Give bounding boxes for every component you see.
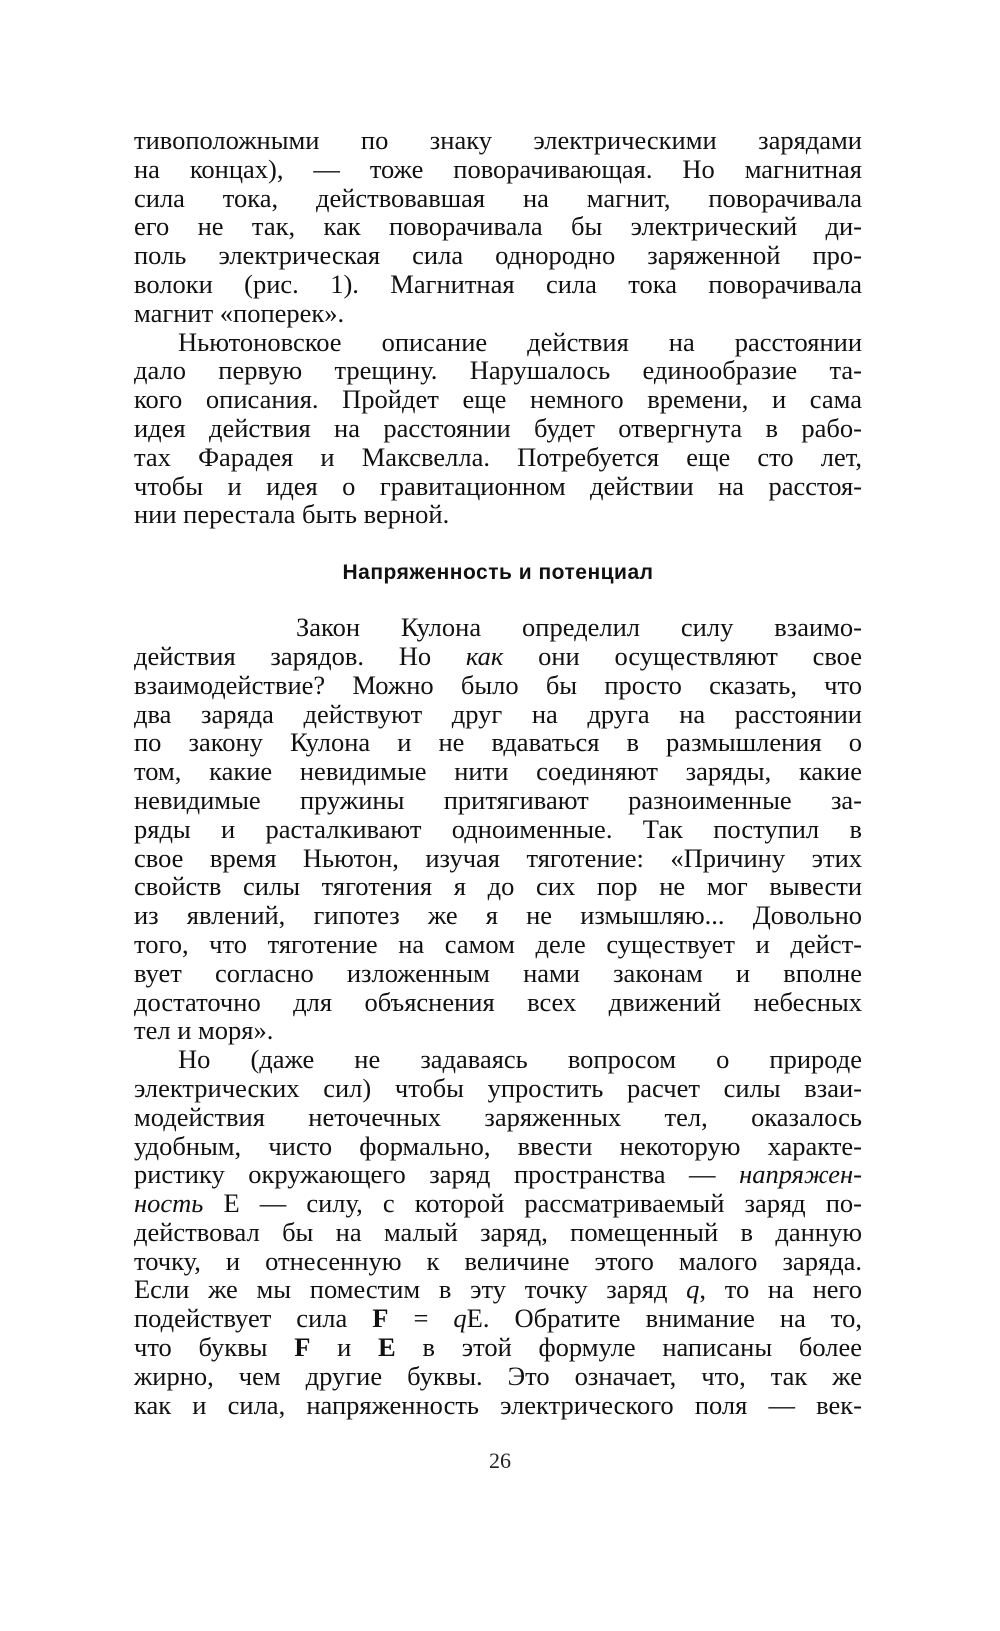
text-line: модействия неточечных заряженных тел, оказалось <box>134 1101 862 1132</box>
emphasis-text: напряжен- <box>739 1159 862 1190</box>
text-line: идея действия на расстоянии будет отвергнута в рабо- <box>134 412 862 443</box>
text-line: свойств силы тяготения я до сих пор не мог вывести <box>134 871 862 902</box>
text-span: , то на него <box>699 1274 862 1305</box>
text-line: тивоположными по знаку электрическими зарядами <box>134 125 862 155</box>
text-line: ряды и расталкивают одноименные. Так поступил в <box>134 813 862 844</box>
text-line: Но (даже не задаваясь вопросом о природе <box>178 1044 862 1075</box>
text-line: его не так, как поворачивала бы электрический ди- <box>134 211 862 242</box>
variable-q: q <box>453 1303 467 1334</box>
text-line: взаимодействие? Можно было бы просто сказать, что <box>134 669 862 700</box>
text-span: действия зарядов. Но <box>134 640 466 671</box>
page-body <box>134 126 862 1419</box>
text-line: Ньютоновское описание действия на расстоянии <box>178 326 862 357</box>
text-line: поль электрическая сила однородно заряженной про- <box>134 240 862 271</box>
text-line <box>134 1275 862 1304</box>
text-span: что буквы <box>134 1332 295 1363</box>
text-line: Закон Кулона определил силу взаимо- <box>296 612 862 643</box>
text-line <box>134 1304 862 1333</box>
text-line: тах Фарадея и Максвелла. Потребуется еще сто лет, <box>134 441 862 472</box>
page-number: 26 <box>489 1448 511 1473</box>
text-line: невидимые пружины притягивают разноименные за- <box>134 784 862 815</box>
vector-f: F <box>294 1332 311 1363</box>
text-line: действовал бы на малый заряд, помещенный в данную <box>134 1216 862 1247</box>
text-line: как и сила, напряженность электрического поля — век- <box>134 1389 862 1420</box>
text-span: и <box>310 1332 379 1363</box>
text-span: в этой формуле написаны более <box>395 1332 862 1363</box>
text-line <box>134 1160 862 1189</box>
paragraph-3 <box>134 613 862 1045</box>
text-line: два заряда действуют друг на друга на расстоянии <box>134 698 862 729</box>
text-line: нии перестала быть верной. <box>134 499 450 530</box>
text-line <box>134 642 862 671</box>
text-line <box>134 1333 862 1362</box>
text-line: из явлений, гипотез же я не измышляю... Довольно <box>134 900 862 931</box>
text-span: Если же мы поместим в эту точку заряд <box>134 1274 687 1305</box>
text-line: того, что тяготение на самом деле существует и дейст- <box>134 928 862 959</box>
text-line: удобным, чисто формально, ввести некоторую характе- <box>134 1130 862 1161</box>
text-line: волоки (рис. 1). Магнитная сила тока поворачивала <box>134 268 862 299</box>
text-line: магнит «поперек». <box>134 297 345 328</box>
vector-e: Е <box>378 1332 396 1363</box>
text-line: сила тока, действовавшая на магнит, поворачивала <box>134 182 862 213</box>
text-span: подействует сила <box>134 1303 373 1334</box>
text-line: тел и моря». <box>134 1015 274 1046</box>
text-line: чтобы и идея о гравитационном действии на расстоя- <box>134 470 862 501</box>
section-heading: Напряженность и потенциал <box>342 561 654 585</box>
text-line: точку, и отнесенную к величине этого малого заряда. <box>134 1245 862 1276</box>
text-line <box>134 1189 862 1218</box>
paragraph-4 <box>134 1045 862 1419</box>
vector-f: F <box>372 1303 389 1334</box>
text-line: достаточно для объяснения всех движений небесных <box>134 986 862 1017</box>
text-span: ристику окружающего заряд пространства — <box>134 1159 740 1190</box>
paragraph-1 <box>134 126 862 328</box>
text-line: том, какие невидимые нити соединяют заряды, какие <box>134 756 862 787</box>
text-span: Е. Обратите внимание на то, <box>466 1303 862 1334</box>
emphasis-text: как <box>465 640 504 671</box>
paragraph-2 <box>134 328 862 530</box>
text-line: по закону Кулона и не вдаваться в размышления о <box>134 727 862 758</box>
text-span: они осуществляют свое <box>503 640 862 671</box>
text-line: жирно, чем другие буквы. Это означает, что, так же <box>134 1360 862 1391</box>
text-line: дало первую трещину. Нарушалось единообразие та- <box>134 355 862 386</box>
emphasis-text: ность <box>134 1188 204 1219</box>
text-line: свое время Ньютон, изучая тяготение: «Причину этих <box>134 842 862 873</box>
text-line: вует согласно изложенным нами законам и вполне <box>134 957 862 988</box>
text-line: кого описания. Пройдет еще немного времени, и сама <box>134 384 862 415</box>
text-span: Е — силу, с которой рассматриваемый заряд по- <box>203 1188 862 1219</box>
variable-q: q <box>686 1274 700 1305</box>
text-line: электрических сил) чтобы упростить расчет силы взаи- <box>134 1072 862 1103</box>
text-span: = <box>388 1303 454 1334</box>
text-line: на концах), — тоже поворачивающая. Но магнитная <box>134 153 862 184</box>
